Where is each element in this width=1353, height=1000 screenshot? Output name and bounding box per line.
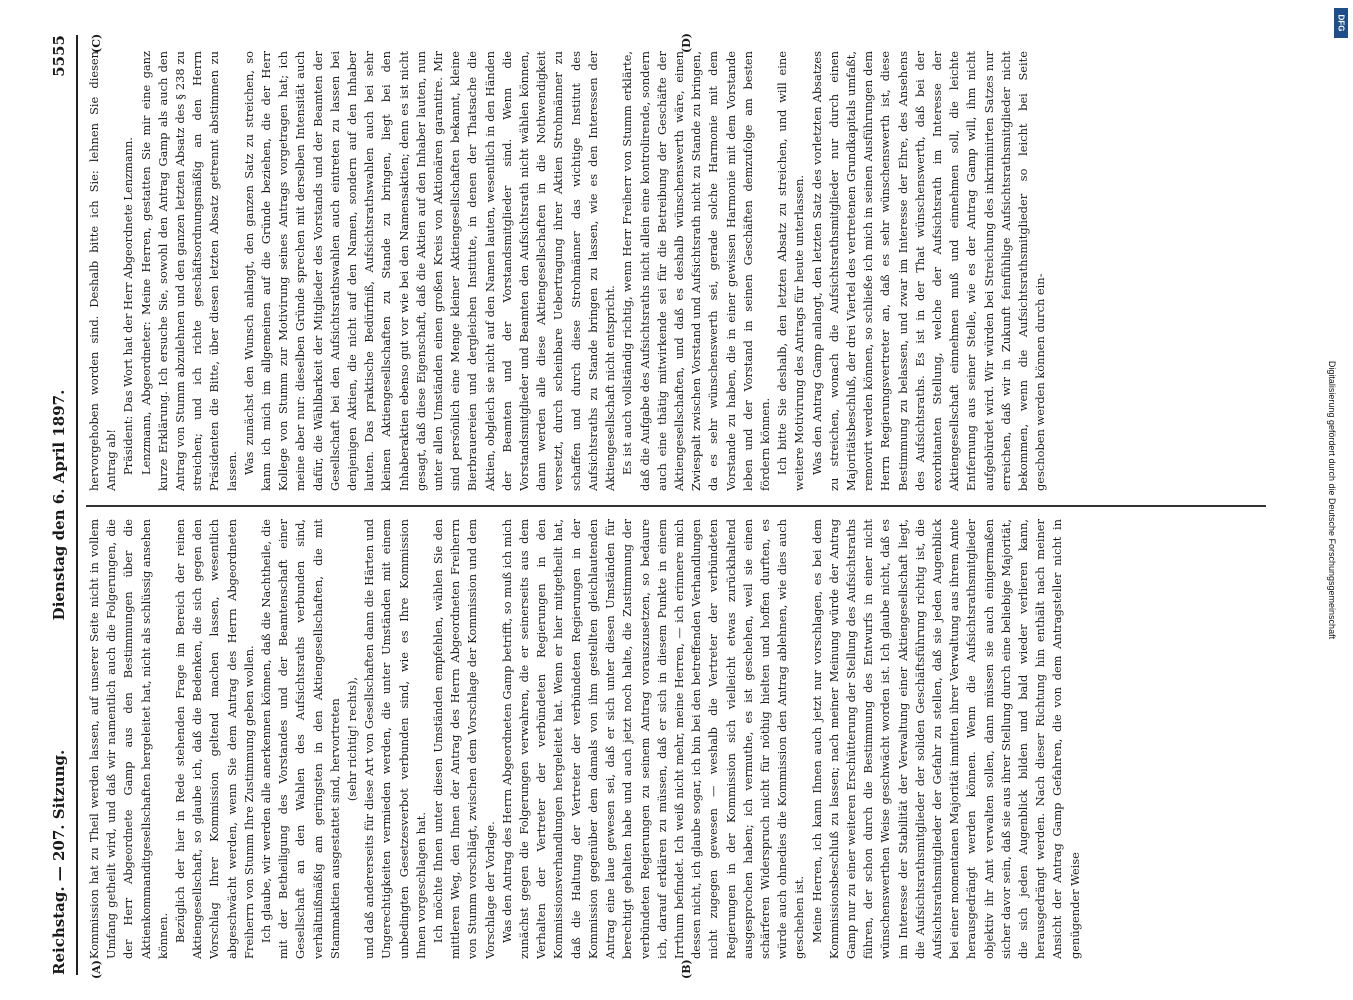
digitization-note: [1320, 40, 1344, 960]
margin-marker-d: (D): [680, 33, 693, 53]
left-column: [86, 519, 1266, 959]
column-divider: [86, 505, 1266, 507]
right-column: [86, 51, 1266, 491]
header-session: Reichstag. — 207. Sitzung.: [50, 749, 68, 975]
margin-marker-c: (C): [90, 33, 103, 53]
paragraph: und daß andererseits für diese Art von Gesellschaften dann die Härten und Ungerechtigkeiten vermieden werden, die unter Umständen mit einem unbedingten Gesetzesverbot verbunden sind, wie es Ihre Kommission Ihnen vorgeschlagen hat.: [362, 519, 428, 959]
paragraph: Ich bitte Sie deshalb, den letzten Absatz zu streichen, und will eine weitere Motivirung des Antrags für heute unterlassen.: [775, 51, 807, 491]
digitization-note-text: Digitalisierung gefördert durch die Deutsche Forschungsgemeinschaft: [1327, 360, 1337, 640]
speaker-paragraph: Präsident: Das Wort hat der Herr Abgeordnete Lenzmann.: [121, 137, 136, 475]
page-number: 5555: [50, 35, 68, 77]
document-page: [40, 25, 1280, 985]
header-date: Dienstag den 6. April 1897.: [50, 389, 68, 621]
paragraph: Bezüglich der hier in Rede stehenden Frage im Bereich der reinen Aktiengesellschaft, so glaube ich, daß die Bedenken, die sich gegen den Vorschlag Ihrer Kommission geltend machen lassen, wesentlich abgeschwächt werden, wenn Sie dem Antrag des Herrn Abgeordneten Freiherrn von Stumm Ihre Zustimmung geben wollen.: [173, 519, 256, 959]
page-header: [46, 35, 78, 975]
paragraph: hervorgehoben worden sind. Deshalb bitte ich Sie: lehnen Sie diesen Antrag ab!: [87, 51, 119, 491]
paragraph: Ich glaube, wir werden alle anerkennen können, daß die Nachtheile, die mit der Betheiligung des Vorstandes und der Beamtenschaft einer Gesellschaft an den Wahlen des Aufsichtsraths verbunden sind, verhältnißmäßig am geringsten in den Aktiengesellschaften, die mit Stammaktien ausgestattet sind, hervortreten: [259, 519, 342, 959]
margin-marker-a: (A): [90, 960, 103, 979]
margin-marker-b: (B): [680, 959, 693, 979]
paragraph: Was zunächst den Wunsch anlangt, den ganzen Satz zu streichen, so kann ich mich im allgemeinen auf die Gründe beziehen, die der Herr Kollege von Stumm zur Motivirung seines Antrags vorgetragen hat; ich meine aber nur: dieselben Gründe sprechen mit derselben Intensität auch dafür, die Wählbarkeit der Mitglieder des Vorstands und der Beamten der Gesellschaft bei den Aufsichtsrathswahlen auch eintreten zu lassen bei denjenigen Aktien, die nicht auf den Namen, sondern auf den Inhaber lauten. Das praktische Bedürfniß, Aufsichtsrathswahlen auch bei sehr kleinen Aktiengesellschaften zu Stande zu bringen, liegt bei den Inhaberaktien ebenso gut vor wie bei den Namensaktien; denn es ist nicht gesagt, daß diese Eigenschaft, daß die Aktien auf den Inhaber lauten, nun unter allen Umständen einen großen Kreis von Aktionären garantire. Mir sind persönlich eine Menge kleiner Aktiengesellschaften bekannt, kleine Bierbrauereien und dergleichen Institute, in denen der Thatsache die Aktien, obgleich sie nicht auf den Namen lauten, wesentlich in den Händen der Beamten und der Vorstandsmitglieder sind. Wenn die Vorstandsmitglieder und Beamten den Aufsichtsrath nicht wählen können, dann werden alle diese Aktiengesellschaften in die Nothwendigkeit versetzt, durch scheinbare Uebertragung ihrer Aktien Strohmänner zu schaffen und durch diese Strohmänner das wichtige Institut des Aufsichtsraths zu Stande bringen zu lassen, wie es den Interessen der Aktiengesellschaft nicht entspricht.: [241, 51, 618, 491]
paragraph: Es ist auch vollständig richtig, wenn Herr Freiherr von Stumm erklärte, daß die Aufgabe des Aufsichtsraths nicht allein eine kontrolirende, sondern auch eine thätig mitwirkende sei für die Betreibung der Geschäfte der Aktiengesellschaften, und daß es deshalb wünschenswerth wäre, einen Zwiespalt zwischen Vorstand und Aufsichtsrath nicht zu Stande zu bringen, da es sehr wünschenswerth sei, gerade solche Harmonie mit dem Vorstande zu haben, die in einer gewissen Harmonie mit dem Vorstande leben und der Vorstand in seinen Geschäften demzufolge am besten fördern können.: [620, 51, 772, 491]
paragraph: Was den Antrag des Herrn Abgeordneten Gamp betrifft, so muß ich mich zunächst gegen die Folgerungen verwahren, die er seinerseits aus dem Verhalten der Vertreter der verbündeten Regierungen in den Kommissionsverhandlungen hergeleitet hat. Wenn er hier mitgetheilt hat, daß die Haltung der Vertreter der verbündeten Regierungen in der Kommission gegenüber dem damals von ihm gestellten gleichlautenden Antrag eine laue gewesen sei, daß er sich unter diesen Umständen für berechtigt gehalten habe und auch jetzt noch halte, die Zustimmung der verbündeten Regierungen zu seinem Antrag vorauszusetzen, so bedaure ich, darauf erklären zu müssen, daß er sich in diesem Punkte in einem Irrthum befindet. Ich weiß nicht mehr, meine Herren, — ich erinnere mich dessen nicht, ich glaube sogar, ich bin bei den betreffenden Verhandlungen nicht zugegen gewesen — weshalb die Vertreter der verbündeten Regierungen in der Kommission sich vielleicht etwas zurückhaltend ausgesprochen haben; ich vermuthe, es ist geschehen, weil sie einen schärferen Widerspruch nicht für nöthig hielten und hoffen durften, es würde auch ohnedies die Kommission den Antrag ablehnen, wie dies auch geschehen ist.: [499, 519, 807, 959]
paragraph: Kommission hat zu Theil werden lassen, auf unserer Seite nicht in vollem Umfang getheilt wird, und daß wir namentlich auch die Folgerungen, die der Herr Abgeordnete Gamp aus den Bestimmungen über die Aktienkommanditgesellschaften hergeleitet hat, nicht als schlüssig ansehen können.: [87, 519, 170, 959]
paragraph: Was den Antrag Gamp anlangt, den letzten Satz des vorletzten Absatzes zu streichen, wonach die Aufsichtsrathsmitglieder nur durch einen Majoritätsbeschluß, der drei Viertel des vertretenen Grundkapitals umfaßt, removirt werden können, so schließe ich mich in seinen Ausführungen dem Herrn Regierungsvertreter an, daß es sehr wünschenswerth ist, diese Bestimmung zu belassen, und zwar im Interesse der Ehre, des Ansehens des Aufsichtsraths. Es ist in der That wünschenswerth, daß bei der exorbitanten Stellung, welche der Aufsichtsrath im Interesse der Aktiengesellschaft einnehmen muß und einnehmen soll, die leichte Entfernung aus seiner Stelle, wie es der Antrag Gamp will, ihm nicht aufgebürdet wird. Wir würden bei Streichung des inkriminirten Satzes nur erreichen, daß wir in Zukunft feinfühlige Aufsichtsrathsmitglieder nicht bekommen, wenn die Aufsichtsrathsmitglieder so leicht bei Seite geschoben werden können durch ein-: [809, 51, 1048, 491]
dfg-logo: DFG: [1334, 8, 1348, 38]
speaker-paragraph: Lenzmann, Abgeordneter: Meine Herren, gestatten Sie mir eine ganz kurze Erklärung. Ich ersuche Sie, sowohl den Antrag Gamp als auch den Antrag von Stumm abzulehnen und den ganzen letzten Absatz des § 238 zu streichen; und ich richte geschäftsordnungsmäßig an den Herrn Präsidenten die Bitte, über diesen letzten Absatz getrennt abstimmen zu lassen.: [138, 51, 239, 491]
paragraph: Meine Herren, ich kann Ihnen auch jetzt nur vorschlagen, es bei dem Kommissionsbeschluß zu lassen; nach meiner Meinung würde der Antrag Gamp nur zu einer weiteren Erschütterung der Stellung des Aufsichtsraths führen, der schon durch die Bestimmung des Entwurfs in einer nicht wünschenswerthen Weise geschwächt worden ist. Ich glaube nicht, daß es im Interesse der Stabilität der Verwaltung einer Aktiengesellschaft liegt, die Aufsichtsrathsmitglieder der soliden Geschäftsführung richtig ist, die Aufsichtsrathsmitglieder der Gefahr zu stellen, daß sie jeden Augenblick bei einer momentanen Majorität inmitten ihrer Verwaltung aus ihrem Amte herausgedrängt werden können. Wenn die Aufsichtsrathsmitglieder objektiv ihr Amt verwalten sollen, dann müssen sie auch einigermaßen sicher davor sein, daß sie aus ihrer Stellung durch eine beliebige Majorität, die sich jeden Augenblick bilden und bald wieder verlieren kann, herausgedrängt werden. Nach dieser Richtung hin enthält nach meiner Ansicht der Antrag Gamp Gefahren, die von dem Antragsteller nicht in genügender Weise: [809, 519, 1082, 959]
interjection: (sehr richtig! rechts),: [345, 676, 360, 802]
paragraph: Ich möchte Ihnen unter diesen Umständen empfehlen, wählen Sie den mittleren Weg, den Ihnen der Antrag des Herrn Abgeordneten Freiherrn von Stumm vorschlägt, zwischen dem Vorschlage der Kommission und dem Vorschlage der Vorlage.: [431, 519, 497, 959]
